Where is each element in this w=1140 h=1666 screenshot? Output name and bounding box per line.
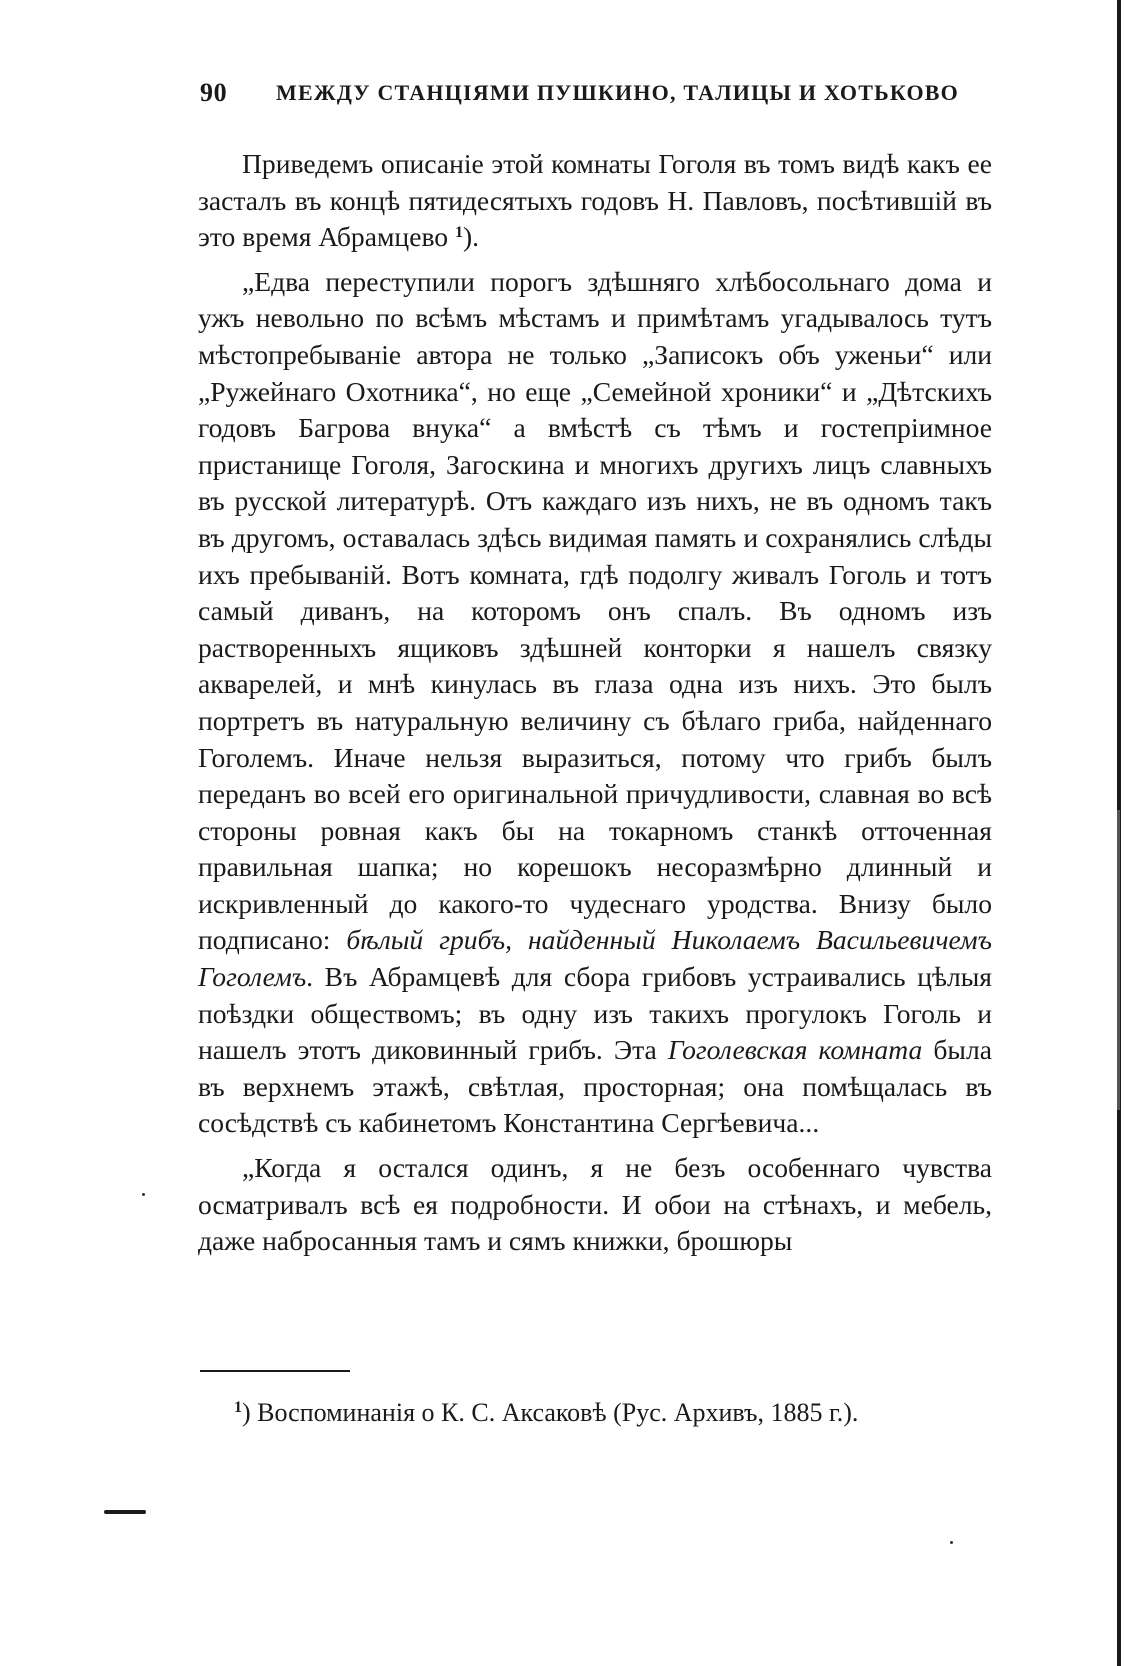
- margin-dash: [104, 1510, 146, 1514]
- body-text: [198, 146, 992, 1260]
- scan-speck: [950, 1541, 953, 1544]
- italic-caption: бѣлый грибъ, найденный Николаемъ Васильевичемъ Гоголемъ: [198, 924, 992, 993]
- footnote-marker: 1: [234, 1399, 242, 1416]
- paragraph-1-tail: ).: [462, 221, 480, 253]
- paragraph-2-text-c: была въ верхнемъ этажѣ, свѣтлая, просторная; она помѣщалась въ сосѣдствѣ съ кабинетомъ Константина Сергѣевича...: [198, 1034, 992, 1139]
- footnote-text: ) Воспоминанія о К. С. Аксаковѣ (Рус. Архивъ, 1885 г.).: [242, 1398, 859, 1427]
- paragraph-gap: [198, 256, 992, 264]
- paragraph-2-text-b: . Въ Абрамцевѣ для сбора грибовъ устраивались цѣлыя поѣздки обществомъ; въ одну изъ такихъ прогулокъ Гоголь и нашелъ этотъ диковинный грибъ. Эта: [198, 961, 992, 1066]
- page-header: [200, 78, 990, 118]
- footnote-rule: [200, 1370, 350, 1372]
- footnote-ref: 1: [454, 224, 463, 242]
- paragraph-1: [198, 146, 992, 256]
- paragraph-gap: [198, 1142, 992, 1150]
- paragraph-2: [198, 264, 992, 1142]
- paragraph-1-text: Приведемъ описаніе этой комнаты Гоголя въ томъ видѣ какъ ее засталъ въ концѣ пятидесятыхъ годовъ Н. Павловъ, посѣтившій въ это время Абрамцево: [198, 148, 992, 253]
- paragraph-3: „Когда я остался одинъ, я не безъ особеннаго чувства осматривалъ всѣ ея подробности. И обои на стѣнахъ, и мебель, даже набросанныя тамъ и сямъ книжки, брошюры: [198, 1152, 992, 1257]
- scan-speck: [142, 1193, 145, 1196]
- running-title: МЕЖДУ СТАНЦІЯМИ ПУШКИНО, ТАЛИЦЫ И ХОТЬКОВО: [276, 80, 959, 105]
- italic-room-name: Гоголевская комната: [667, 1034, 923, 1066]
- page-number: 90: [200, 78, 228, 107]
- margin-mark: [1117, 810, 1120, 1110]
- footnote: [198, 1396, 992, 1430]
- paragraph-2-text: „Едва переступили порогъ здѣшняго хлѣбосольнаго дома и ужъ невольно по всѣмъ мѣстамъ и примѣтамъ угадывалось тутъ мѣстопребываніе автора не только „Записокъ объ уженьи“ или „Ружейнаго Охотника“, но еще „Семейной хроники“ и „Дѣтскихъ годовъ Багрова внука“ а вмѣстѣ съ тѣмъ и гостепріимное пристанище Гоголя, Загоскина и многихъ другихъ лицъ славныхъ въ русской литературѣ. Отъ каждаго изъ нихъ, не въ одномъ такъ въ другомъ, оставалась здѣсь видимая память и сохранялись слѣды ихъ пребываній. Вотъ комната, гдѣ подолгу живалъ Гоголь и тотъ самый диванъ, на которомъ онъ спалъ. Въ одномъ изъ растворенныхъ ящиковъ здѣшней конторки я нашелъ связку акварелей, и мнѣ кинулась въ глаза одна изъ нихъ. Это былъ портретъ въ натуральную величину съ бѣлаго гриба, найденнаго Гоголемъ. Иначе нельзя выразиться, потому что грибъ былъ переданъ во всей его оригинальной причудливости, славная во всѣ стороны ровная какъ бы на токарномъ станкѣ отточенная правильная шапка; но корешокъ несоразмѣрно длинный и искривленный до какого-то чудеснаго уродства. Внизу было подписано:: [198, 265, 992, 956]
